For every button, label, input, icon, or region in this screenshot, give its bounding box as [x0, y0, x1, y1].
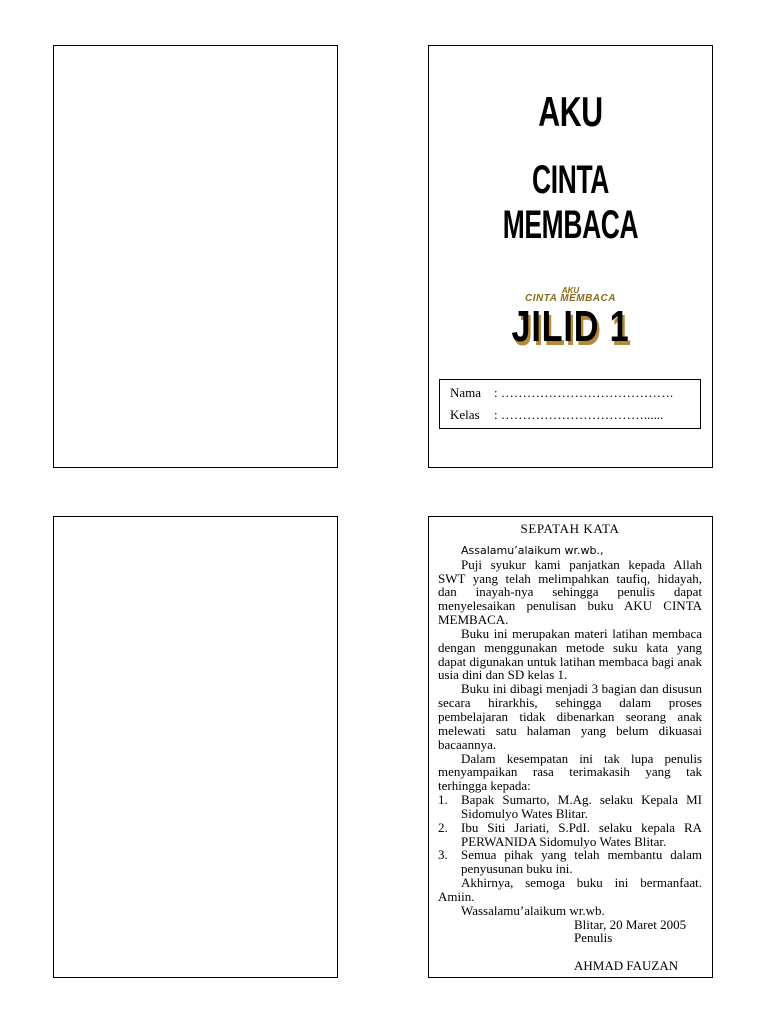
- paragraph-3: Buku ini dibagi menjadi 3 bagian dan disusun secara hirarkhis, sehingga dalam proses pembelajaran tidak dibenarkan seorang anak melewati satu halaman yang belum dikuasai bacaannya.: [438, 681, 702, 752]
- preface-content: [438, 517, 702, 973]
- closing-paragraph: Akhirnya, semoga buku ini bermanfaat. Amiin.: [438, 875, 702, 904]
- signature-space: [438, 945, 702, 959]
- place-date: Blitar, 20 Maret 2005: [574, 916, 687, 932]
- author-name: AHMAD FAUZAN: [574, 958, 679, 974]
- class-row: [450, 407, 663, 423]
- blank-page-top-left: [53, 45, 338, 468]
- list-item: [438, 793, 702, 821]
- name-class-box: [439, 379, 701, 429]
- name-row: [450, 385, 673, 401]
- paragraph-4: Dalam kesempatan ini tak lupa penulis menyampaikan rasa terimakasih yang tak terhingga kepada:: [438, 750, 702, 794]
- list-text: Bapak Sumarto, M.Ag. selaku Kepala MI Sidomulyo Wates Blitar.: [461, 792, 702, 821]
- logo-small-line1: AKU: [561, 286, 580, 295]
- list-item: [438, 821, 702, 849]
- blank-page-bottom-left: [53, 516, 338, 978]
- class-value: : ……………………………......: [494, 407, 664, 422]
- cover-title-line2: CINTA MEMBACA: [502, 158, 639, 247]
- cover-page: [428, 45, 713, 468]
- paragraph-1: Puji syukur kami panjatkan kepada Allah SWT yang telah melimpahkan taufiq, hidayah, dan inayah-nya sehingga penulis dapat menyelesaikan penulisan buku AKU CINTA MEMBACA.: [438, 556, 702, 628]
- preface-page: [428, 516, 713, 978]
- preface-title: SEPATAH KATA: [520, 521, 620, 536]
- name-label: Nama: [450, 385, 482, 400]
- author-role: Penulis: [574, 930, 613, 946]
- class-label: Kelas: [450, 407, 480, 422]
- greeting: Assalamu’alaikum wr.wb.,: [461, 543, 604, 557]
- list-number: 1.: [438, 792, 448, 808]
- name-value: : ………………………………….: [494, 385, 674, 400]
- paragraph-2: Buku ini merupakan materi latihan membaca dengan menggunakan metode suku kata yang dapat digunakan untuk latihan membaca bagi anak usia dini dan SD kelas 1.: [438, 625, 702, 683]
- farewell: Wassalamu’alaikum wr.wb.: [461, 902, 605, 918]
- volume-title: JILID 1: [511, 302, 630, 351]
- list-number: 2.: [438, 819, 448, 835]
- list-item: [438, 848, 702, 876]
- cover-title-line1: AKU: [538, 88, 603, 135]
- logo-small-line2: CINTA MEMBACA: [525, 293, 616, 304]
- thanks-list: [438, 793, 702, 876]
- list-number: 3.: [438, 847, 448, 863]
- list-text: Semua pihak yang telah membantu dalam penyusunan buku ini.: [461, 847, 702, 877]
- list-text: Ibu Siti Jariati, S.PdI. selaku kepala RA PERWANIDA Sidomulyo Wates Blitar.: [461, 819, 702, 849]
